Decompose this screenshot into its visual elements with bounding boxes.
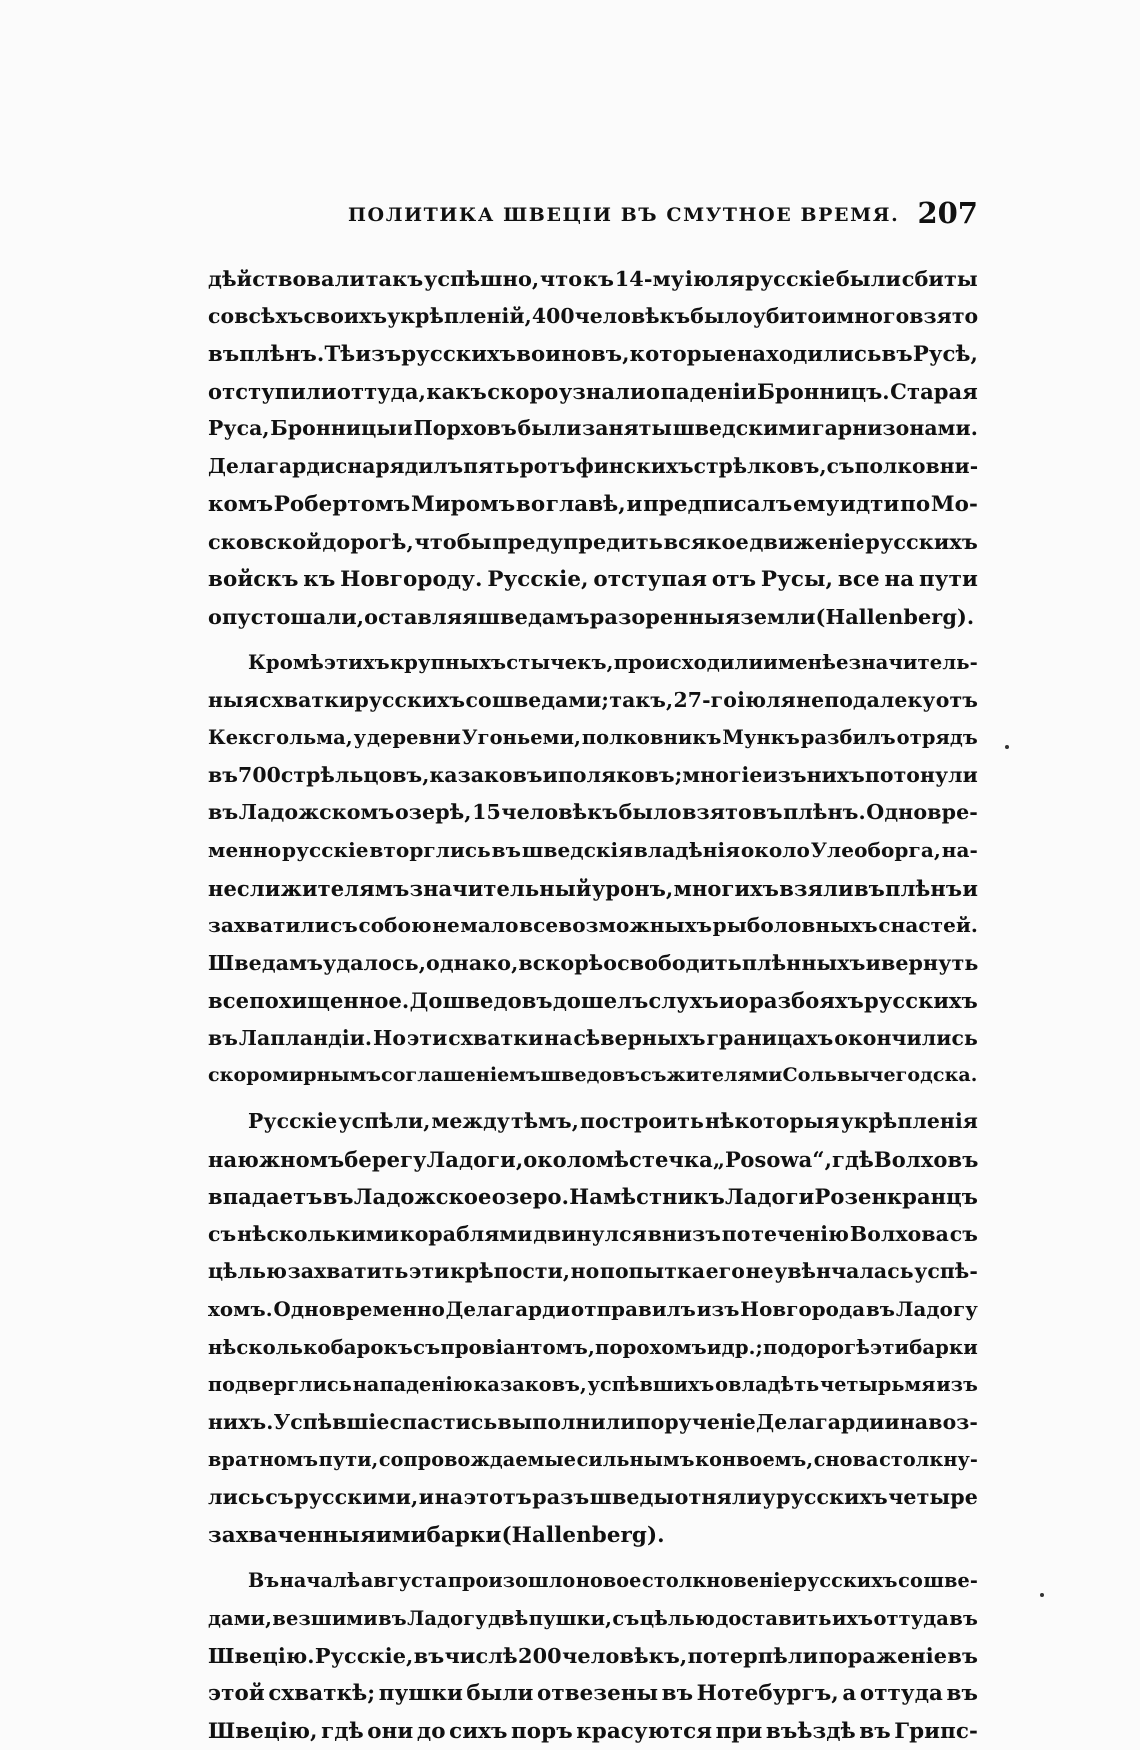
text-line: опустошали, оставляя шведамъ разоренныя земли (Hallenberg).	[208, 604, 975, 630]
text-line: подверглись нападенію казаковъ, успѣвшихъ овладѣть четырьмя изъ	[208, 1373, 978, 1397]
text-line: Руса, Бронницы и Порховъ были заняты шведскими гарнизонами.	[208, 416, 978, 441]
paragraph	[208, 1103, 978, 1554]
body-text	[208, 260, 978, 1750]
text-line: Въ началѣ августа произошло новое столкновеніе русскихъ со шве-	[248, 1569, 978, 1593]
text-line: менно русскіе вторглись въ шведскія владѣнія около Улеоборга, на-	[208, 837, 978, 862]
text-line: хомъ. Одновременно Делагарди отправилъ изъ Новгорода въ Ладогу	[208, 1297, 978, 1322]
paragraph	[208, 644, 978, 1095]
text-line: Кексгольма, у деревни Угоньеми, полковникъ Мункъ разбилъ отрядъ	[208, 726, 978, 750]
paragraph-gap	[208, 636, 978, 644]
text-line: на южномъ берегу Ладоги, около мѣстечка „Posowa“, гдѣ Волховъ	[208, 1146, 979, 1172]
page-number: 207	[917, 196, 978, 230]
text-line: съ нѣсколькими кораблями двинулся внизъ по теченію Волхова съ	[208, 1221, 978, 1246]
text-line: Швецію. Русскіе, въ числѣ 200 человѣкъ, потерпѣли пораженіе въ	[208, 1643, 978, 1669]
text-line: отступили оттуда, какъ скоро узнали о паденіи Бронницъ. Старая	[208, 378, 978, 404]
running-title: ПОЛИТИКА ШВЕЦІИ ВЪ СМУТНОЕ ВРЕМЯ.	[348, 204, 900, 226]
paragraph-gap	[208, 1554, 978, 1562]
text-line: ныя схватки русскихъ со шведами; такъ, 27-го іюля неподалеку отъ	[208, 687, 978, 712]
text-line: въ плѣнъ. Тѣ изъ русскихъ воиновъ, которые находились въ Русѣ,	[208, 341, 978, 367]
specks-mark	[1005, 745, 1009, 749]
text-line: Швецію, гдѣ они до сихъ поръ красуются при въѣздѣ въ Грипс-	[208, 1718, 978, 1744]
paragraph	[208, 1562, 978, 1750]
text-line: войскъ къ Новгороду. Русскіе, отступая отъ Русы, все на пути	[208, 566, 978, 592]
text-line: скоро мирнымъ соглашеніемъ шведовъ съ жителями Сольвычегодска.	[208, 1064, 978, 1087]
text-line: несли жителямъ значительный уронъ, многихъ взяли въ плѣнъ и	[208, 875, 978, 901]
text-line: дѣйствовали такъ успѣшно, что къ 14-му іюля русскіе были сбиты	[208, 266, 978, 291]
paragraph-gap	[208, 1095, 978, 1103]
text-line: все похищенное. До шведовъ дошелъ слухъ и о разбояхъ русскихъ	[208, 988, 978, 1014]
text-line: комъ Робертомъ Миромъ во главѣ, и предписалъ ему идти по Мо-	[208, 491, 978, 517]
text-line: въ 700 стрѣльцовъ, казаковъ и поляковъ; многіе изъ нихъ потонули	[208, 762, 978, 787]
text-line: въ Ладожскомъ озерѣ, 15 человѣкъ было взято въ плѣнъ. Одновре-	[208, 800, 978, 825]
text-line: лись съ русскими, и на этотъ разъ шведы отняли у русскихъ четыре	[208, 1485, 978, 1509]
text-line: захваченныя ими барки (Hallenberg).	[208, 1522, 665, 1548]
page-header	[208, 196, 978, 240]
text-line: Делагарди снарядилъ пять ротъ финскихъ стрѣлковъ, съ полковни-	[208, 453, 979, 478]
text-line: этой схваткѣ; пушки были отвезены въ Нотебургъ, а оттуда въ	[208, 1680, 978, 1706]
text-line: дами, везшими въ Ладогу двѣ пушки, съ цѣлью доставить ихъ оттуда въ	[208, 1606, 978, 1630]
text-line: Русскіе успѣли, между тѣмъ, построить нѣкоторыя укрѣпленія	[248, 1109, 978, 1134]
text-line: впадаетъ въ Ладожское озеро. Намѣстникъ Ладоги Розенкранцъ	[208, 1184, 978, 1210]
specks-mark	[1040, 1593, 1044, 1597]
text-line: захватили съ собою не мало всевозможныхъ рыболовныхъ снастей.	[208, 913, 978, 938]
text-line: нихъ. Успѣвшіе спастись выполнили порученіе Делагарди и на воз-	[208, 1409, 978, 1434]
text-line: въ Лапландіи. Но эти схватки на сѣверныхъ границахъ окончились	[208, 1025, 978, 1050]
text-line: сковской дорогѣ, чтобы предупредить всякое движеніе русскихъ	[208, 529, 978, 555]
text-line: Кромѣ этихъ крупныхъ стычекъ, происходили и менѣе значитель-	[248, 650, 978, 674]
text-line: цѣлью захватить эти крѣпости, но попытка его не увѣнчалась успѣ-	[208, 1259, 978, 1284]
text-line: со всѣхъ своихъ укрѣпленій, 400 человѣкъ было убито и много взято	[208, 303, 979, 328]
text-line: Шведамъ удалось, однако, вскорѣ освободить плѣнныхъ и вернуть	[208, 950, 979, 975]
text-line: нѣсколько барокъ съ провіантомъ, порохомъ и др.; по дорогѣ эти барки	[208, 1335, 978, 1359]
paragraph	[208, 260, 978, 636]
text-line: вратномъ пути, сопровождаемые сильнымъ конвоемъ, снова столкну-	[208, 1448, 978, 1472]
